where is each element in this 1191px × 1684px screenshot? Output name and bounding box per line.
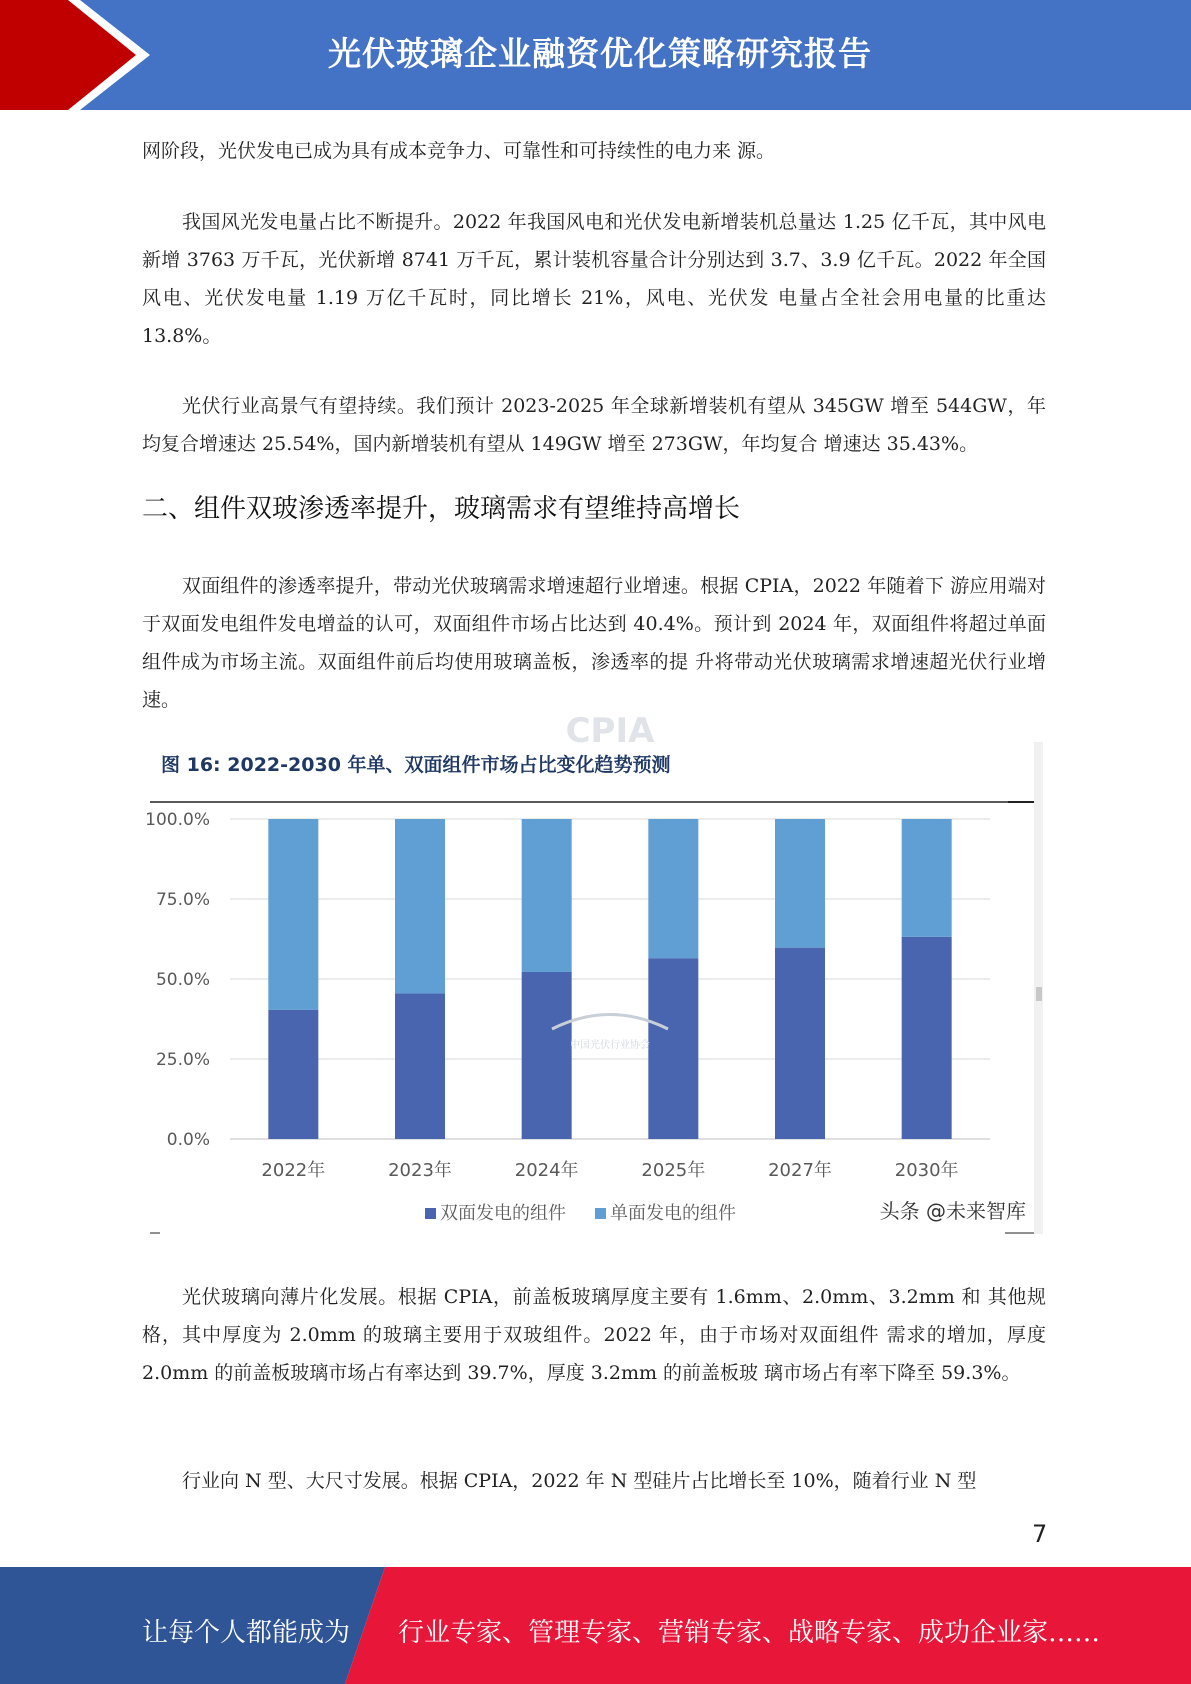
bar-segment xyxy=(775,819,825,948)
y-tick-label: 75.0% xyxy=(155,890,210,910)
paragraph-5: 光伏玻璃向薄片化发展。根据 CPIA，前盖板玻璃厚度主要有 1.6mm、2.0mm、3.2mm 和 其他规格，其中厚度为 2.0mm 的玻璃主要用于双玻组件。2022 年，由于市场对双面组件 需求的增加，厚度 2.0mm 的前盖板玻璃市场占有率达到 39.7%，厚度 3.2mm 的前盖板玻 璃市场占有率下降至 59.3%。 xyxy=(142,1286,1046,1384)
bar-segment xyxy=(902,937,952,1139)
page-number: 7 xyxy=(1032,1520,1048,1548)
bar-segment xyxy=(522,819,572,972)
y-tick-label: 25.0% xyxy=(155,1050,210,1070)
figure-title: 图 16: 2022-2030 年单、双面组件市场占比变化趋势预测 xyxy=(161,754,671,776)
legend-swatch xyxy=(425,1208,436,1219)
paragraph-2: 我国风光发电量占比不断提升。2022 年我国风电和光伏发电新增装机总量达 1.25 亿千瓦，其中风电新增 3763 万千瓦，光伏新增 8741 万千瓦，累计装机容量合计分别达到 3.7、3.9 亿千瓦。2022 年全国风电、光伏发电量 1.19 万亿千瓦时，同比增长 21%，风电、光伏发 电量占全社会用电量的比重达 13.8%。 xyxy=(142,211,1046,347)
report-title: 光伏玻璃企业融资优化策略研究报告 xyxy=(328,34,872,73)
paragraph-4: 双面组件的渗透率提升，带动光伏玻璃需求增速超行业增速。根据 CPIA，2022 年随着下 游应用端对于双面发电组件发电增益的认可，双面组件市场占比达到 40.4%。预计到 2024 年，双面组件将超过单面组件成为市场主流。双面组件前后均使用玻璃盖板，渗透率的提 升将带动光伏玻璃需求增速超光伏行业增速。 xyxy=(142,575,1046,711)
watermark-sub-text: 中国光伏行业协会 xyxy=(570,1040,650,1051)
watermark-logo-text: CPIA xyxy=(565,711,655,751)
y-tick-label: 100.0% xyxy=(145,810,210,830)
x-tick-label: 2022年 xyxy=(261,1160,326,1181)
bar-segment xyxy=(648,819,698,958)
section-heading: 二、组件双玻渗透率提升，玻璃需求有望维持高增长 xyxy=(142,494,741,524)
header-red-arrow xyxy=(0,0,160,110)
paragraph-1: 网阶段，光伏发电已成为具有成本竞争力、可靠性和可持续性的电力来 源。 xyxy=(142,140,776,162)
footer-slogan-right: 行业专家、管理专家、营销专家、战略专家、成功企业家…… xyxy=(398,1618,1101,1648)
x-tick-label: 2030年 xyxy=(894,1160,959,1181)
legend-label: 单面发电的组件 xyxy=(610,1203,736,1224)
page-header xyxy=(0,0,1191,110)
bar-segment xyxy=(522,972,572,1139)
bar-segment xyxy=(395,993,445,1139)
x-tick-label: 2024年 xyxy=(514,1160,579,1181)
bar-segment xyxy=(648,958,698,1139)
x-tick-label: 2023年 xyxy=(388,1160,452,1181)
bar-segment xyxy=(268,819,318,1010)
bar-segment xyxy=(775,948,825,1139)
bar-segment xyxy=(268,1010,318,1139)
watermark-credit: 头条 @未来智库 xyxy=(879,1199,1026,1223)
chart-scrollbar-thumb[interactable] xyxy=(1036,987,1042,1001)
x-tick-label: 2027年 xyxy=(768,1160,832,1181)
paragraph-3: 光伏行业高景气有望持续。我们预计 2023-2025 年全球新增装机有望从 345GW 增至 544GW，年均复合增速达 25.54%，国内新增装机有望从 149GW 增至 273GW，年均复合 增速达 35.43%。 xyxy=(142,395,1046,455)
legend-label: 双面发电的组件 xyxy=(440,1203,566,1224)
y-tick-label: 50.0% xyxy=(155,970,210,990)
paragraph-6: 行业向 N 型、大尺寸发展。根据 CPIA，2022 年 N 型硅片占比增长至 10%，随着行业 N 型 xyxy=(182,1470,977,1492)
legend-swatch xyxy=(595,1208,606,1219)
bar-segment xyxy=(395,819,445,993)
stacked-bar-chart xyxy=(145,711,1043,1234)
y-tick-label: 0.0% xyxy=(166,1130,210,1150)
x-tick-label: 2025年 xyxy=(641,1160,706,1181)
footer-slogan-left: 让每个人都能成为 xyxy=(142,1618,351,1648)
figure-16 xyxy=(145,711,1043,1234)
bar-segment xyxy=(902,819,952,937)
